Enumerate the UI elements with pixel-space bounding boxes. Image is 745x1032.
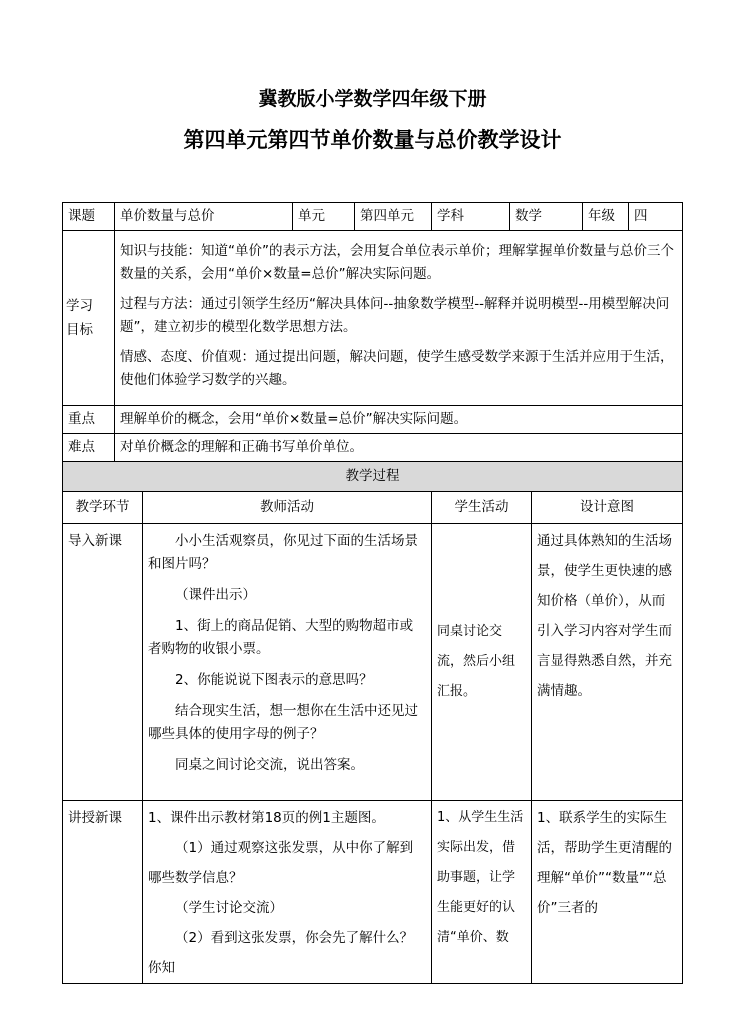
process-header: 教学过程 [63, 462, 683, 492]
difficulty-value: 对单价概念的理解和正确书写单价单位。 [115, 434, 683, 462]
subject-value: 数学 [510, 203, 583, 231]
col-teacher: 教师活动 [143, 492, 432, 524]
teacher-line: 1、课件出示教材第18页的例1主题图。 [148, 810, 385, 826]
teacher-line: 结合现实生活，想一想你在生活中还见过哪些具体的使用字母的例子？ [148, 703, 418, 742]
process-header-row [63, 462, 683, 492]
col-student: 学生活动 [432, 492, 532, 524]
intent-cell [532, 524, 683, 801]
teacher-line: （课件出示） [175, 587, 256, 603]
student-cell [432, 801, 532, 984]
course-value: 单价数量与总价 [115, 203, 293, 231]
stage-cell: 导入新课 [63, 524, 143, 801]
teacher-line: 2、你能说说下图表示的意思吗？ [175, 672, 373, 688]
table-row [63, 524, 683, 801]
stage-cell: 讲授新课 [63, 801, 143, 984]
goals-content [115, 231, 683, 406]
key-point-label: 重点 [63, 406, 115, 434]
intent-text: 通过具体熟知的生活场景，使学生更快速的感知价格（单价），从而引入学习内容对学生而言显得熟悉自然，并充满情趣。 [537, 533, 672, 699]
grade-value: 四 [629, 203, 683, 231]
intent-text: 1、联系学生的实际生活，帮助学生更清醒的理解“单价”“数量”“总价”三者的 [537, 810, 672, 916]
unit-label: 单元 [293, 203, 355, 231]
subject-label: 学科 [432, 203, 510, 231]
goals-label: 学习目标 [63, 231, 115, 406]
student-cell: 同桌讨论交流，然后小组汇报。 [432, 524, 532, 801]
teacher-line: 小小生活观察员，你见过下面的生活场景和图片吗？ [148, 533, 418, 572]
grade-label: 年级 [583, 203, 629, 231]
intent-cell [532, 801, 683, 984]
lesson-plan-table [62, 202, 683, 984]
course-label: 课题 [63, 203, 115, 231]
info-row [63, 203, 683, 231]
goals-emotion: 情感、态度、价值观：通过提出问题，解决问题，使学生感受数学来源于生活并应用于生活，使他们体验学习数学的兴趣。 [120, 349, 674, 388]
unit-value: 第四单元 [355, 203, 432, 231]
goals-process: 过程与方法：通过引领学生经历“解决具体问--抽象数学模型--解释并说明模型--用模型解决问题”，建立初步的模型化数学思想方法。 [120, 296, 670, 335]
teacher-line: 同桌之间讨论交流，说出答案。 [175, 757, 364, 773]
col-intent: 设计意图 [532, 492, 683, 524]
key-point-row [63, 406, 683, 434]
teacher-line: （2）看到这张发票，你会先了解什么？你知 [148, 930, 414, 976]
teacher-cell [143, 801, 432, 984]
difficulty-row [63, 434, 683, 462]
key-point-value: 理解单价的概念，会用“单价×数量=总价”解决实际问题。 [115, 406, 683, 434]
student-text: 1、从学生生活实际出发，借助事题，让学生能更好的认清“单价、数 [437, 810, 524, 945]
document-subtitle: 第四单元第四节单价数量与总价教学设计 [183, 128, 562, 152]
goals-knowledge: 知识与技能：知道“单价”的表示方法，会用复合单位表示单价；理解掌握单价数量与总价三个数量的关系，会用“单价×数量=总价”解决实际问题。 [120, 243, 674, 282]
col-stage: 教学环节 [63, 492, 143, 524]
teacher-line: （1）通过观察这张发票，从中你了解到哪些数学信息？ [148, 840, 414, 886]
teacher-cell [143, 524, 432, 801]
column-header-row [63, 492, 683, 524]
teacher-line: 1、街上的商品促销、大型的购物超市或者购物的收银小票。 [148, 618, 414, 657]
difficulty-label: 难点 [63, 434, 115, 462]
teacher-line: （学生讨论交流） [175, 900, 283, 916]
goals-row [63, 231, 683, 406]
table-row [63, 801, 683, 984]
document-title: 冀教版小学数学四年级下册 [258, 88, 487, 110]
